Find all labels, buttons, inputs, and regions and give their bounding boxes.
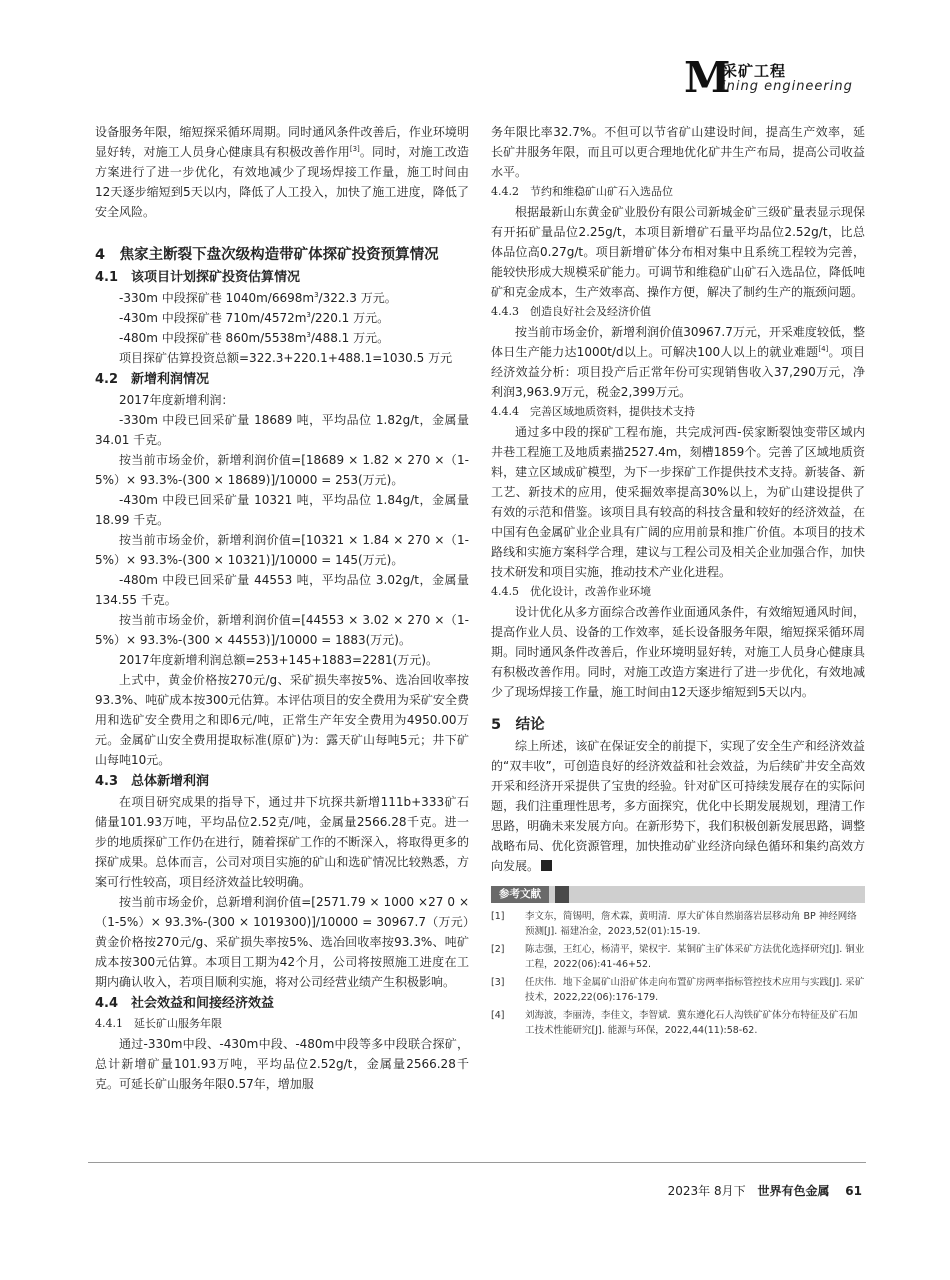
reference-item: [4] 刘海波，李丽涛，李佳文，李智斌．冀东遵化石人沟铁矿矿体分布特征及矿石加工技术性能研究[J]. 能源与环保，2022,44(11):58-62. xyxy=(491,1010,858,1036)
footer-rule xyxy=(88,1162,866,1163)
reference-item: [2] 陈志强，王红心，杨清平，梁权宇．某铜矿主矿体采矿方法优化选择研究[J]. 铜业工程，2022(06):41-46+52. xyxy=(491,944,865,970)
section-5-heading: 5 结论 xyxy=(491,717,545,733)
profit-480-ore: -480m 中段已回采矿量 44553 吨，平均品位 3.02g/t，金属量 134.55 千克。 xyxy=(95,573,469,607)
section-4-1-heading: 4.1 该项目计划探矿投资估算情况 xyxy=(95,270,301,285)
section-4-4-5-heading: 4.4.5 优化设计，改善作业环境 xyxy=(491,585,651,598)
budget-line-480: -480m 中段探矿巷 $860m/5538m^3/488.1$ 万元。 xyxy=(119,331,390,345)
design-paragraph: 设计优化从多方面综合改善作业面通风条件，有效缩短通风时间，提高作业人员、设备的工作效率，延长设备服务年限，缩短探采循环周期。同时通风条件改善后，作业环境明显好转，对施工人员身心健康具有积极改善作用。同时，对施工改造方案进行了进一步优化，有效地减少了现场焊接工作量，施工时间由12天逐步缩短到5天以内。 xyxy=(491,605,865,699)
references-bar xyxy=(491,886,865,903)
right-column xyxy=(491,122,865,1041)
section-4-4-3-heading: 4.4.3 创造良好社会及经济价值 xyxy=(491,305,651,318)
profit-2017-total: 2017年度新增利润总额=253+145+1883=2281(万元)。 xyxy=(119,653,439,667)
overall-profit-paragraph: 在项目研究成果的指导下，通过井下坑探共新增111b+333矿石储量101.93万吨，平均品位2.52克/吨，金属量2566.28千克。进一步的地质探矿工作仍在进行，随着探矿工作的不断深入，将取得更多的探矿成果。总体而言，公司对项目实施的矿山和选矿情况比较熟悉，方案可行性较高，项目经济效益比较明确。 xyxy=(95,795,469,889)
geology-paragraph: 通过多中段的探矿工程布施，共完成河西-侯家断裂蚀变带区域内井巷工程施工及地质素描2527.4m，刻槽1859个。完善了区域地质资料，建立区域成矿模型，为下一步探矿工作提供技术支持。新装备、新工艺、新技术的应用，使采掘效率提高30%以上，为矿山建设提供了有效的示范和借鉴。该项目具有较高的科技含量和较好的经济效益，在中国有色金属矿业企业具有广阔的应用前景和推广价值。本项目的技术路线和实施方案科学合理，建议与工程公司及相关企业加强合作，加快技术研发和项目实施，推动技术产业化进程。 xyxy=(491,425,865,579)
budget-line-330: -330m 中段探矿巷 $1040m/6698m^3/322.3$ 万元。 xyxy=(119,291,397,305)
page-footer xyxy=(668,1182,862,1199)
reference-item: [3] 任庆伟．地下金属矿山沿矿体走向布置矿房两率指标管控技术应用与实践[J]. 采矿技术，2022,22(06):176-179. xyxy=(491,977,865,1003)
profit-430-ore: -430m 中段已回采矿量 10321 吨，平均品位 1.84g/t，金属量 18.99 千克。 xyxy=(95,493,469,527)
grade-paragraph: 根据最新山东黄金矿业股份有限公司新城金矿三级矿量表显示现保有开拓矿量品位2.25g/t，本项目新增矿石量平均品位2.52g/t，比总体品位高0.27g/t。项目新增矿体分布相对集中且系统工程较为完善，能较快形成大规模采矿能力。可调节和维稳矿山矿石入选品位，降低吨矿和克金成本，生产效率高、操作方便，解决了制约生产的瓶颈问题。 xyxy=(491,205,865,299)
citation-3[interactable]: [3] xyxy=(349,145,360,153)
section-4-3-heading: 4.3 总体新增利润 xyxy=(95,774,210,789)
section-4-4-4-heading: 4.4.4 完善区域地质资料，提供技术支持 xyxy=(491,405,695,418)
references-bar-block xyxy=(555,886,569,903)
intro-paragraph: 设备服务年限，缩短探采循环周期。同时通风条件改善后，作业环境明显好转，对施工人员身心健康具有积极改善作用[3]。同时，对施工改造方案进行了进一步优化，有效地减少了现场焊接工作量，施工时间由12天逐步缩短到5天以内，降低了人工投入，加快了施工进度，降低了安全风险。 xyxy=(95,125,469,219)
references-list xyxy=(491,909,865,1038)
profit-330-ore: -330m 中段已回采矿量 18689 吨，平均品位 1.82g/t，金属量 34.01 千克。 xyxy=(95,413,469,447)
citation-4[interactable]: [4] xyxy=(818,345,829,353)
logo-letter: M xyxy=(684,53,731,102)
service-life-paragraph: 通过-330m中段、-430m中段、-480m中段等多中段联合探矿，总计新增矿量101.93万吨，平均品位2.52g/t，金属量2566.28千克。可延长矿山服务年限0.57年，增加服 xyxy=(95,1037,469,1091)
service-life-continued: 务年限比率32.7%。不但可以节省矿山建设时间，提高生产效率，延长矿井服务年限，而且可以更合理地优化矿井生产布局，提高公司收益水平。 xyxy=(491,125,865,179)
profit-2017-label: 2017年度新增利润： xyxy=(119,393,234,407)
references-label: 参考文献 xyxy=(491,886,549,903)
profit-330-formula: 按当前市场金价，新增利润价值=[18689 × 1.82 × 270 ×（1-5%）× 93.3%-(300 × 18689)]/10000 = 253(万元)。 xyxy=(95,453,469,487)
page-number: 61 xyxy=(845,1184,862,1198)
section-4-2-heading: 4.2 新增利润情况 xyxy=(95,372,210,387)
logo-english-title: ining engineering xyxy=(722,79,853,94)
profit-430-formula: 按当前市场金价，新增利润价值=[10321 × 1.84 × 270 ×（1-5%）× 93.3%-(300 × 10321)]/10000 = 145(万元)。 xyxy=(95,533,469,567)
section-4-heading: 4 焦家主断裂下盘次级构造带矿体探矿投资预算情况 xyxy=(95,247,439,263)
section-4-4-heading: 4.4 社会效益和间接经济效益 xyxy=(95,996,275,1011)
conclusion-paragraph: 综上所述，该矿在保证安全的前提下，实现了安全生产和经济效益的“双丰收”，可创造良好的经济效益和社会效益，为后续矿井安全高效开采和经济开采提供了宝贵的经验。针对矿区可持续发展存在的实际问题，我们注重理性思考，多方面探究，优化中长期发展规划，理清工作思路，明确未来发展方向。在新形势下，我们积极创新发展思路，调整战略布局、优化资源管理，加快推动矿业经济向绿色循环和集约高效方向发展。 xyxy=(491,739,865,873)
budget-line-430: -430m 中段探矿巷 $710m/4572m^3/220.1$ 万元。 xyxy=(119,311,390,325)
profit-assumptions: 上式中，黄金价格按270元/g、采矿损失率按5%、选冶回收率按93.3%、吨矿成本按300元估算。本评估项目的安全费用为采矿安全费用和选矿安全费用之和即6元/吨，正常生产年安全费用为4950.00万元。金属矿山安全费用提取标准(原矿)为：露天矿山每吨5元；井下矿山每吨10元。 xyxy=(95,673,469,767)
overall-profit-formula: 按当前市场金价，总新增利润价值=[2571.79 × 1000 ×27 0 ×（1-5%）× 93.3%-(300 × 1019300)]/10000 = 30967.7（万元）黄金价格按270元/g、采矿损失率按5%、选冶回收率按93.3%、吨矿成本按300元估算。本项目工期为42个月，公司将按照施工进度在工期内确认收入，若项目顺利实施，将对公司经营业绩产生积极影响。 xyxy=(95,895,469,989)
budget-total: 项目探矿估算投资总额=322.3+220.1+488.1=1030.5 万元 xyxy=(119,351,453,365)
reference-item: [1] 李文东，简锡明，詹术霖，黄明清．厚大矿体自然崩落岩层移动角 BP 神经网络预测[J]. 福建冶金，2023,52(01):15-19. xyxy=(491,911,857,937)
magazine-name: 世界有色金属 xyxy=(757,1184,830,1198)
section-4-4-2-heading: 4.4.2 节约和维稳矿山矿石入选品位 xyxy=(491,185,673,198)
logo-chinese-title: 采矿工程 xyxy=(722,62,787,80)
journal-logo xyxy=(684,53,884,102)
social-value-paragraph: 按当前市场金价，新增利润价值30967.7万元，开采难度较低，整体日生产能力达1000t/d以上。可解决100人以上的就业难题[4]。项目经济效益分析：项目投产后正常年份可实现销售收入37,290万元，净利润3,963.9万元，税金2,399万元。 xyxy=(491,325,865,399)
profit-480-formula: 按当前市场金价，新增利润价值=[44553 × 3.02 × 270 ×（1-5%）× 93.3%-(300 × 44553)]/10000 = 1883(万元)。 xyxy=(95,613,469,647)
section-4-4-1-heading: 4.4.1 延长矿山服务年限 xyxy=(95,1017,222,1030)
left-column xyxy=(95,122,469,1094)
issue-date: 2023年 8月下 xyxy=(667,1184,746,1198)
end-mark-icon xyxy=(541,860,552,871)
